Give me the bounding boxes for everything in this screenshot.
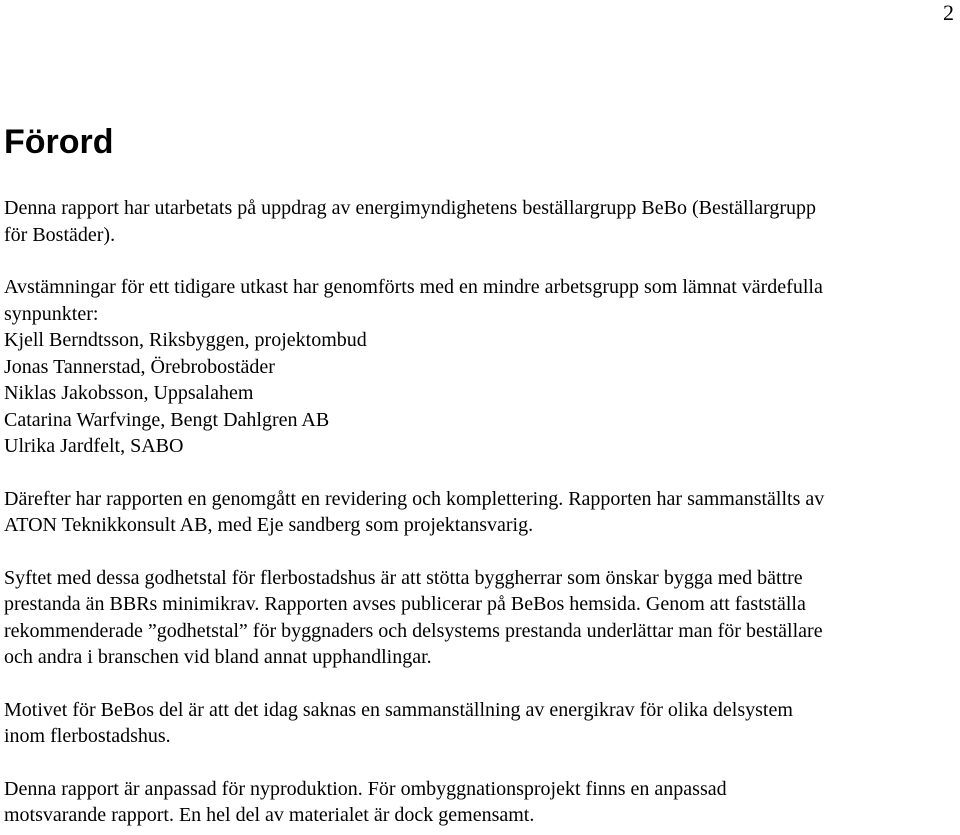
purpose-paragraph: Syftet med dessa godhetstal för flerbostadshus är att stötta byggherrar som önskar bygga med bättre prestanda än BBRs minimikrav. Rapporten avses publicerar på BeBos hemsida. Genom att fastställa rekommenderade ”godhetstal” för byggnaders och delsystems prestanda underlättar man för beställare och andra i branschen vid bland annat upphandlingar. xyxy=(4,566,823,668)
contributor-item: Kjell Berndtsson, Riksbyggen, projektombud xyxy=(4,329,367,351)
document-body xyxy=(4,122,954,829)
contributor-list xyxy=(4,327,954,460)
intro-paragraph: Denna rapport har utarbetats på uppdrag av energimyndighetens beställargrupp BeBo (Beställargrupp för Bostäder). xyxy=(4,197,816,246)
revision-paragraph: Därefter har rapporten en genomgått en revidering och komplettering. Rapporten har sammanställts av ATON Teknikkonsult AB, med Eje sandberg som projektansvarig. xyxy=(4,487,825,536)
review-paragraph: Avstämningar för ett tidigare utkast har genomförts med en mindre arbetsgrupp som lämnat värdefulla synpunkter: xyxy=(4,276,823,325)
scope-paragraph: Denna rapport är anpassad för nyproduktion. För ombyggnationsprojekt finns en anpassad motsvarande rapport. En hel del av materialet är dock gemensamt. xyxy=(4,777,727,826)
page-number: 2 xyxy=(943,0,954,25)
contributor-item: Niklas Jakobsson, Uppsalahem xyxy=(4,382,254,404)
section-heading: Förord xyxy=(4,123,114,161)
contributor-item: Catarina Warfvinge, Bengt Dahlgren AB xyxy=(4,408,330,431)
contributor-item: Ulrika Jardfelt, SABO xyxy=(4,435,184,457)
motive-paragraph: Motivet för BeBos del är att det idag saknas en sammanställning av energikrav för olika delsystem inom flerbostadshus. xyxy=(4,698,793,747)
contributor-item: Jonas Tannerstad, Örebrobostäder xyxy=(4,355,275,378)
